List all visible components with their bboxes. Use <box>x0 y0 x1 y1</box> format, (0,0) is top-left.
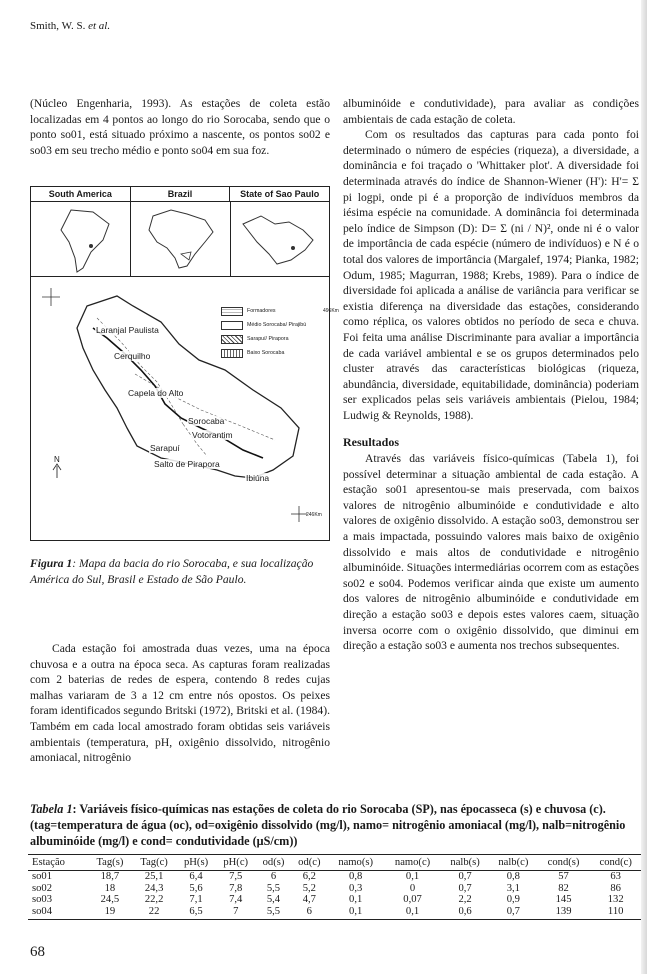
table-cell: 0,8 <box>506 871 520 882</box>
column-header: namo(s) <box>327 855 383 871</box>
table-label: Tabela 1 <box>30 802 73 816</box>
table-cell: 24,5 <box>100 894 120 905</box>
running-head <box>30 20 110 32</box>
scale-top: 496Km <box>323 308 339 314</box>
table-cell: 5,2 <box>302 882 316 894</box>
right-column <box>343 96 639 654</box>
map-legend <box>221 304 306 360</box>
legend-item <box>221 332 306 346</box>
table-cell: 0,6 <box>441 906 489 920</box>
place-label: Votorantim <box>192 430 233 440</box>
figure-panel-titles <box>31 187 329 202</box>
table-cell: so03 <box>32 894 53 905</box>
table-cell: 6 <box>291 906 327 920</box>
table-cell: 5,5 <box>256 906 291 920</box>
brazil-map <box>131 202 231 276</box>
place-label: Cerquilho <box>114 351 151 361</box>
table-cell: 7 <box>216 906 256 920</box>
left-column-top <box>30 96 330 158</box>
table-cell: 2,2 <box>458 894 472 905</box>
table-cell: 7,4 <box>229 894 243 905</box>
running-head-authors: Smith, W. S. <box>30 20 86 32</box>
column-header: namo(c) <box>384 855 441 871</box>
table-header-row <box>28 855 642 871</box>
table-cell: 6,2 <box>302 871 316 882</box>
table-cell: 7,1 <box>189 894 203 905</box>
left-column-bottom <box>30 641 330 766</box>
table-cell: 7,5 <box>229 871 243 882</box>
table-cell: 22,2 <box>144 894 164 905</box>
right-paragraph-3: Através das variáveis físico-químicas (Tabela 1), foi possível determinar a situação ambiental de cada estação. A estação so01 apresentou-se mais preservada, com baixos valores de nitrogênio albuminóide e condutividade e alto valores de oxigênio dissolvido. A estação so03, demonstrou ser a mais impactada, possuindo valores mais baixo de oxigênio dissolvido e mais altos de condutividade e nitrogênio albuminóide. Situações intermediárias ocorrem com as estações so02 e so04. Podemos verificar ainda que existe um aumento dos valores de nitrogênio albuminóide e condutividade em direção a estação so03 e depois estes valores caem, situação inversa ocorre com o oxigênio dissolvido, que diminui em direção a estação so03 e aumenta nos trechos subsequentes. <box>343 452 639 653</box>
table-cell: 4,7 <box>302 894 316 905</box>
column-header: pH(c) <box>216 855 256 871</box>
table-cell: 82 <box>558 882 569 894</box>
table-row <box>28 883 642 895</box>
figure-caption-label: Figura 1 <box>30 557 73 570</box>
table-cell: 0,1 <box>384 906 441 920</box>
right-paragraph-2: Com os resultados das capturas para cada ponto foi determinado o número de espécies (riqueza), a diversidade, a dominância e foi traçado o 'Whittaker plot'. A diversidade foi determinada através do índice de Shannon-Wiener (H'): H'= Σ pi logpi, onde pi é a proporção de indivíduos membros da iésima espécie na comunidade. A dominância foi determinada pelo índice de Simpson (D): D= Σ (ni / N)², onde ni é o valor de importância de cada espécie (número de indivíduos) e N é o total dos valores de importância (Margalef, 1974; Pianka, 1982; Odum, 1985; Magurran, 1988; Krebs, 1989). Para o índice de diversidade foi aplicada a análise de variância para verificar se existia diferença na diversidade das estações, considerando como réplica, os valores obtidos no período de seca e chuva. Foi feita uma análise Discriminante para avaliar a importância de cada variável ambiental e se os grupos determinados pelo cluster através das características biológicas (riqueza, abundância, diversidade, equitabilidade, dominância) poderiam ser explicados pelas seis variáveis ambientais (Pielou, 1984; Ludwig & Reynolds, 1988). <box>343 128 639 422</box>
table-cell: 0,1 <box>405 871 420 882</box>
column-header: Tag(s) <box>88 855 132 871</box>
table-cell: 0,07 <box>403 894 422 905</box>
table-row <box>28 894 642 906</box>
panel-title-brazil: Brazil <box>131 187 231 201</box>
column-header: Tag(c) <box>132 855 177 871</box>
table-cell: 110 <box>589 906 642 920</box>
legend-label: Sarapuí/ Pirapora <box>247 336 289 342</box>
place-label: Sarapuí <box>150 443 180 453</box>
data-table <box>28 854 642 920</box>
table-cell: 132 <box>607 894 624 905</box>
table-title-text: : Variáveis físico-químicas nas estações de coleta do rio Sorocaba (SP), nas épocasseca (s) e chuvosa (c). (tag=temperatura de água (oc), od=oxigênio dissolvido (mg/l), namo= nitrogênio amoniacal (mg/l), nalb=nitrogênio albuminóide (mg/l) e cond= condutividade (μS/cm)) <box>30 802 626 848</box>
north-label: N <box>54 455 60 464</box>
column-header: nalb(s) <box>441 855 489 871</box>
panel-title-sao-paulo: State of Sao Paulo <box>240 189 320 199</box>
legend-item <box>221 318 306 332</box>
legend-label: Baixo Sorocaba <box>247 350 285 356</box>
figure-caption <box>30 556 330 587</box>
table-cell: 18,7 <box>100 871 120 882</box>
table-cell: 18 <box>104 882 116 894</box>
table-cell: 7,8 <box>229 882 243 894</box>
table-cell: 145 <box>555 894 572 905</box>
table-cell: 19 <box>88 906 132 920</box>
place-label: Sorocaba <box>188 416 225 426</box>
table-cell: 22 <box>132 906 177 920</box>
place-label: Capela do Alto <box>128 388 184 398</box>
table-cell: 0 <box>409 882 416 894</box>
table-cell: 6 <box>270 871 277 882</box>
table-cell: 5,4 <box>266 894 281 905</box>
south-america-map <box>31 202 131 276</box>
table-cell: so04 <box>28 906 88 920</box>
methods-paragraph: Cada estação foi amostrada duas vezes, uma na época chuvosa e a outra na época seca. As capturas foram realizadas com 2 baterias de redes de espera, contendo 8 redes cujas malhas variaram de 3 a 12 cm entre nós opostos. Os peixes foram identificados segundo Britski (1972), Britski et al. (1984). Também em cada local amostrado foram obtidas seis variáveis ambientais (temperatura, pH, oxigênio dissolvido, nitrogênio amoniacal, nitrogênio <box>30 642 330 765</box>
figure-caption-text: : Mapa da bacia do rio Sorocaba, e sua localização América do Sul, Brasil e Estado de São Paulo. <box>30 557 314 586</box>
legend-item <box>221 346 306 360</box>
table-cell: 0,3 <box>349 882 363 894</box>
table-cell: 0,7 <box>458 882 472 894</box>
panel-title-south-america: South America <box>31 187 131 201</box>
table-cell: 0,1 <box>349 894 363 905</box>
running-head-etal: et al. <box>88 20 111 32</box>
table-cell: 6,5 <box>176 906 215 920</box>
sao-paulo-map <box>231 202 330 276</box>
table-cell: 0,1 <box>327 906 383 920</box>
table-cell: 0,7 <box>458 871 472 882</box>
scan-edge-shadow <box>641 0 647 974</box>
page-number: 68 <box>30 944 45 960</box>
legend-label: Formadores <box>247 308 276 314</box>
scale-bottom: 246Km <box>306 512 322 518</box>
table-cell: so01 <box>32 871 53 882</box>
table-cell: so02 <box>32 882 53 894</box>
table-title <box>30 801 642 849</box>
table-cell: 24,3 <box>144 882 164 894</box>
column-header: Estação <box>28 855 88 871</box>
table-cell: 86 <box>610 882 621 894</box>
right-paragraph-1: albuminóide e condutividade), para avaliar as condições ambientais de cada estação de coleta. <box>343 97 639 126</box>
column-header: od(s) <box>256 855 291 871</box>
table-cell: 25,1 <box>144 871 164 882</box>
table-cell: 3,1 <box>506 882 520 894</box>
legend-label: Médio Sorocaba/ Pirajibú <box>247 322 307 328</box>
intro-paragraph: (Núcleo Engenharia, 1993). As estações de coleta estão localizadas em 4 pontos ao longo do rio Sorocaba, sendo que o ponto so01, está situado próximo a nascente, os pontos so02 e so03 em seu trecho médio e ponto so04 em sua foz. <box>30 97 330 157</box>
column-header: cond(c) <box>589 855 642 871</box>
figure-1 <box>30 186 339 541</box>
column-header: pH(s) <box>176 855 215 871</box>
column-header: od(c) <box>291 855 327 871</box>
table-cell: 0,8 <box>349 871 363 882</box>
table-row <box>28 871 642 883</box>
table-cell: 63 <box>610 871 621 882</box>
table-row <box>28 906 642 920</box>
table-cell: 0,7 <box>489 906 538 920</box>
table-cell: 5,5 <box>266 882 281 894</box>
legend-item <box>221 304 306 318</box>
place-label: Ibiúna <box>246 473 270 483</box>
table-cell: 6,4 <box>189 871 203 882</box>
place-label: Salto de Pirapora <box>154 459 220 469</box>
table-cell: 0,9 <box>506 894 520 905</box>
column-header: nalb(c) <box>489 855 538 871</box>
table-cell: 139 <box>538 906 590 920</box>
column-header: cond(s) <box>538 855 590 871</box>
section-heading-resultados: Resultados <box>343 435 400 450</box>
table-cell: 5,6 <box>189 882 203 894</box>
mini-maps-row <box>31 202 329 277</box>
place-label: Laranjal Paulista <box>96 325 159 335</box>
table-cell: 57 <box>558 871 569 882</box>
